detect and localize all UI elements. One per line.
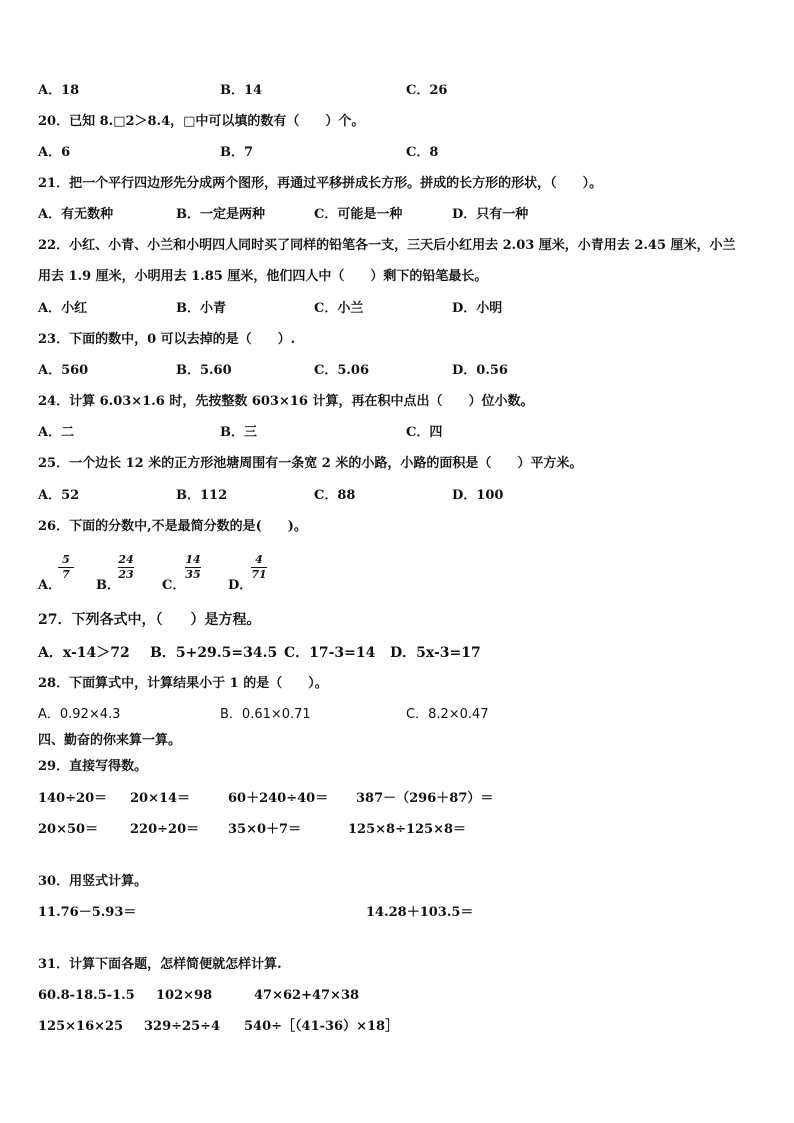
fraction-denominator: 23 (118, 568, 134, 581)
q24-option-a: A．二 (38, 425, 75, 440)
q25-option-c: C．88 (314, 488, 356, 503)
fraction-numerator: 5 (58, 554, 74, 568)
q20-option-c: C．8 (406, 145, 439, 160)
q28-option-b: B．0.61×0.71 (220, 707, 311, 722)
q27-option-c: C．17-3=14 (284, 645, 376, 661)
q27-option-d: D．5x-3=17 (390, 645, 481, 661)
q29-item: 387－（296＋87）＝ (356, 791, 494, 806)
fraction-denominator: 7 (62, 568, 70, 581)
fraction-denominator: 71 (251, 568, 267, 581)
q25-option-a: A．52 (38, 488, 80, 503)
fraction-numerator: 24 (118, 553, 134, 566)
fraction-denominator: 35 (185, 568, 201, 581)
q23-option-b: B．5.60 (176, 363, 232, 378)
q21-option-d: D．只有一种 (452, 207, 529, 222)
q29-item: 140÷20＝ (38, 791, 108, 806)
q26-option-c-fraction (185, 554, 201, 581)
q31-item: 329÷25÷4 (144, 1019, 221, 1034)
q28-option-c: C．8.2×0.47 (406, 707, 489, 722)
q24-option-c: C．四 (406, 425, 443, 440)
q26-stem: 26．下面的分数中,不是最简分数的是( )。 (38, 519, 307, 534)
q20-stem: 20．已知 8.□2＞8.4，□中可以填的数有（ ）个。 (38, 114, 365, 129)
q24-stem: 24．计算 6.03×1.6 时，先按整数 603×16 计算，再在积中点出（ ）位小数。 (38, 394, 534, 409)
q20-option-a: A．6 (38, 145, 71, 160)
q22-option-c: C．小兰 (314, 301, 364, 316)
q31-item: 540÷［（41-36）×18］ (244, 1019, 399, 1034)
q29-item: 125×8÷125×8＝ (348, 822, 467, 837)
q22-option-d: D．小明 (452, 301, 503, 316)
q27-stem: 27．下列各式中，（ ）是方程。 (38, 612, 261, 628)
q21-option-c: C．可能是一种 (314, 207, 403, 222)
q28-option-a: A．0.92×4.3 (38, 707, 121, 722)
q29-item: 20×14＝ (130, 791, 191, 806)
q22-stem-line2: 用去 1.9 厘米，小明用去 1.85 厘米，他们四人中（ ）剩下的铅笔最长。 (38, 269, 488, 284)
q29-item: 220÷20＝ (130, 822, 200, 837)
q23-option-c: C．5.06 (314, 363, 370, 378)
q29-item: 35×0＋7＝ (228, 822, 302, 837)
q30-item: 11.76－5.93＝ (38, 905, 137, 920)
q23-stem: 23．下面的数中，0 可以去掉的是（ ）. (38, 332, 296, 347)
q24-option-b: B．三 (220, 425, 257, 440)
q30-item: 14.28＋103.5＝ (366, 905, 474, 920)
q26-option-a-label: A． (38, 578, 62, 593)
q29-item: 20×50＝ (38, 822, 99, 837)
q19-option-b: B．14 (220, 83, 263, 98)
q31-item: 125×16×25 (38, 1019, 124, 1034)
q25-option-b: B．112 (176, 488, 228, 503)
q26-option-b-fraction (118, 554, 134, 581)
q21-option-b: B．一定是两种 (176, 207, 265, 222)
q29-stem: 29．直接写得数。 (38, 759, 148, 774)
q20-option-b: B．7 (220, 145, 254, 160)
q21-stem: 21．把一个平行四边形先分成两个图形，再通过平移拼成长方形。拼成的长方形的形状，（ ）。 (38, 176, 603, 191)
q19-option-c: C．26 (406, 83, 448, 98)
q21-option-a: A．有无数种 (38, 207, 114, 222)
q29-item: 60＋240÷40＝ (228, 791, 329, 806)
q28-stem: 28．下面算式中，计算结果小于 1 的是（ ）。 (38, 676, 328, 691)
q26-option-c-label: C． (162, 578, 186, 593)
q27-option-b: B．5+29.5=34.5 (150, 645, 278, 661)
q26-option-d-label: D． (228, 578, 253, 593)
q22-stem-line1: 22．小红、小青、小兰和小明四人同时买了同样的铅笔各一支，三天后小红用去 2.03 厘米，小青用去 2.45 厘米，小兰 (38, 238, 736, 253)
q26-option-d-fraction (251, 554, 267, 581)
q23-option-d: D．0.56 (452, 363, 508, 378)
fraction-numerator: 14 (185, 553, 201, 566)
q25-stem: 25．一个边长 12 米的正方形池塘周围有一条宽 2 米的小路，小路的面积是（ ）平方米。 (38, 456, 583, 471)
section-heading: 四、勤奋的你来算一算。 (38, 733, 182, 748)
q19-option-a: A．18 (38, 83, 80, 98)
q31-stem: 31．计算下面各题，怎样简便就怎样计算. (38, 957, 282, 972)
q27-option-a: A．x-14＞72 (38, 645, 130, 661)
q22-option-b: B．小青 (176, 301, 226, 316)
q22-option-a: A．小红 (38, 301, 88, 316)
q25-option-d: D．100 (452, 488, 504, 503)
q30-stem: 30．用竖式计算。 (38, 874, 148, 889)
q26-option-b-label: B． (96, 578, 120, 593)
q31-item: 102×98 (156, 988, 213, 1003)
fraction-numerator: 4 (251, 554, 267, 568)
q23-option-a: A．560 (38, 363, 89, 378)
q31-item: 60.8-18.5-1.5 (38, 988, 135, 1003)
q31-item: 47×62+47×38 (254, 988, 360, 1003)
q26-option-a-fraction (58, 554, 74, 581)
